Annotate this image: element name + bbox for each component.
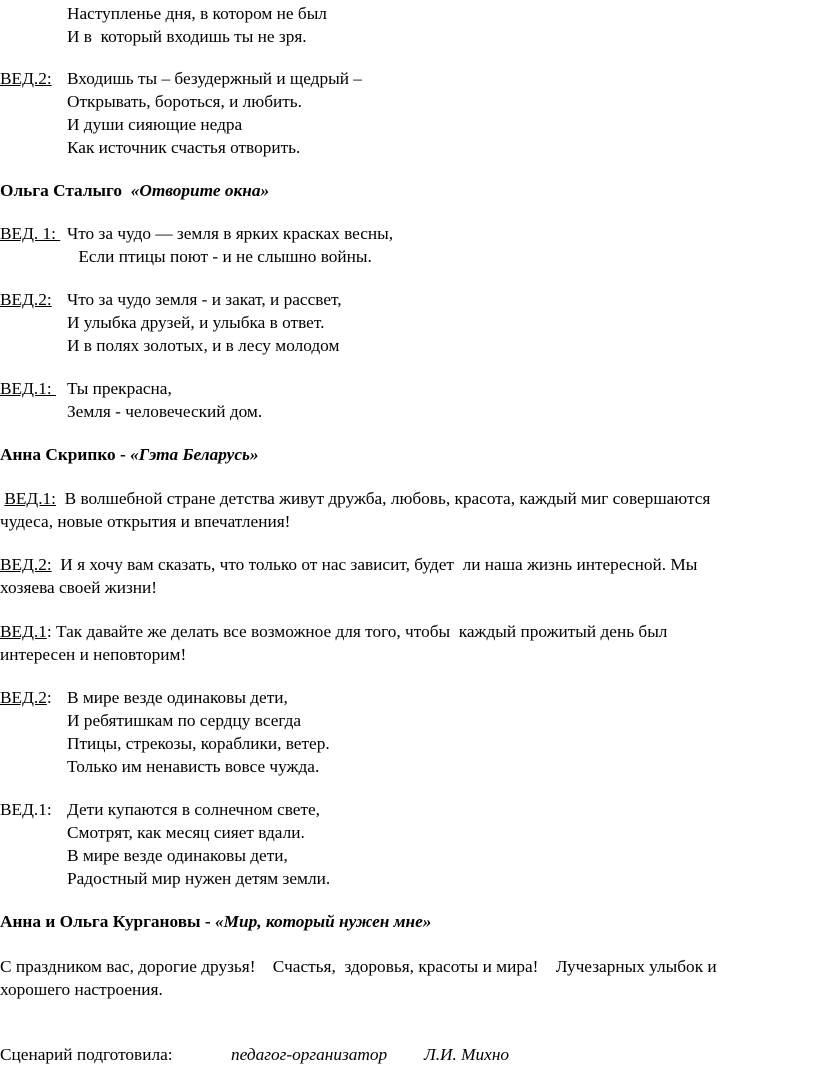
section-title: «Мир, который нужен мне» xyxy=(214,912,432,931)
prose-line: С праздником вас, дорогие друзья! Счастья, здоровья, красоты и мира! Лучезарных улыбок и xyxy=(0,957,717,976)
speaker-label: ВЕД.1: xyxy=(0,379,56,398)
section-title: «Гэта Беларусь» xyxy=(130,445,259,464)
verse-line: И в который входишь ты не зря. xyxy=(67,27,307,46)
verse-line: Входишь ты – безудержный и щедрый – xyxy=(67,69,362,88)
footer-label: Сценарий подготовила: xyxy=(0,1045,173,1064)
speaker-label: ВЕД.1: xyxy=(0,800,52,819)
speaker-label: ВЕД.1 xyxy=(0,622,47,641)
speaker-label: ВЕД.2: xyxy=(0,290,52,309)
section-heading xyxy=(0,445,259,465)
verse-line: Только им ненависть вовсе чужда. xyxy=(67,757,320,776)
verse-line: Смотрят, как месяц сияет вдали. xyxy=(67,823,305,842)
verse-line: И в полях золотых, и в лесу молодом xyxy=(67,336,340,355)
prose-line: интересен и неповторим! xyxy=(0,645,187,664)
speaker-label: ВЕД. 1: xyxy=(0,224,61,243)
prose-line: ВЕД.2: И я хочу вам сказать, что только от нас зависит, будет ли наша жизнь интересной. Мы xyxy=(0,555,698,574)
verse-line: Что за чудо — земля в ярких красках весны, xyxy=(67,224,394,243)
prose-line: ВЕД.1: В волшебной стране детства живут дружба, любовь, красота, каждый миг совершаются xyxy=(4,489,711,508)
speaker-label: ВЕД.2 xyxy=(0,688,47,707)
speaker-label: ВЕД.2: xyxy=(0,555,52,574)
prose-line: хорошего настроения. xyxy=(0,980,163,999)
section-heading xyxy=(0,912,431,932)
speaker-label: ВЕД.2: xyxy=(0,69,52,88)
verse-line: И улыбка друзей, и улыбка в ответ. xyxy=(67,313,325,332)
verse-line: Что за чудо земля - и закат, и рассвет, xyxy=(67,290,342,309)
verse-line: Ты прекрасна, xyxy=(67,379,172,398)
verse-line: Земля - человеческий дом. xyxy=(67,402,263,421)
verse-line: В мире везде одинаковы дети, xyxy=(67,688,288,707)
verse-line: Если птицы поют - и не слышно войны. xyxy=(74,247,372,266)
verse-line: В мире везде одинаковы дети, xyxy=(67,846,288,865)
verse-line: И ребятишкам по сердцу всегда xyxy=(67,711,302,730)
speaker-label-wrap: ВЕД.2: xyxy=(0,688,52,707)
section-author: Ольга Сталыго xyxy=(0,181,123,200)
section-author: Анна Скрипко - xyxy=(0,445,131,464)
verse-line: Дети купаются в солнечном свете, xyxy=(67,800,321,819)
section-title: «Отворите окна» xyxy=(130,181,270,200)
verse-line: Как источник счастья отворить. xyxy=(67,138,301,157)
prose-line: хозяева своей жизни! xyxy=(0,578,158,597)
footer-role: педагог-организатор xyxy=(231,1045,388,1064)
prose-line: ВЕД.1: Так давайте же делать все возможное для того, чтобы каждый прожитый день был xyxy=(0,622,668,641)
section-heading xyxy=(0,181,269,201)
verse-line: И души сияющие недра xyxy=(67,115,243,134)
footer-name: Л.И. Михно xyxy=(424,1045,510,1064)
prose-line: чудеса, новые открытия и впечатления! xyxy=(0,512,291,531)
section-author: Анна и Ольга Кургановы - xyxy=(0,912,215,931)
verse-line: Радостный мир нужен детям земли. xyxy=(67,869,331,888)
verse-line: Птицы, стрекозы, кораблики, ветер. xyxy=(67,734,330,753)
speaker-label: ВЕД.1: xyxy=(4,489,56,508)
verse-line: Наступленье дня, в котором не был xyxy=(67,4,327,23)
verse-line: Открывать, бороться, и любить. xyxy=(67,92,302,111)
